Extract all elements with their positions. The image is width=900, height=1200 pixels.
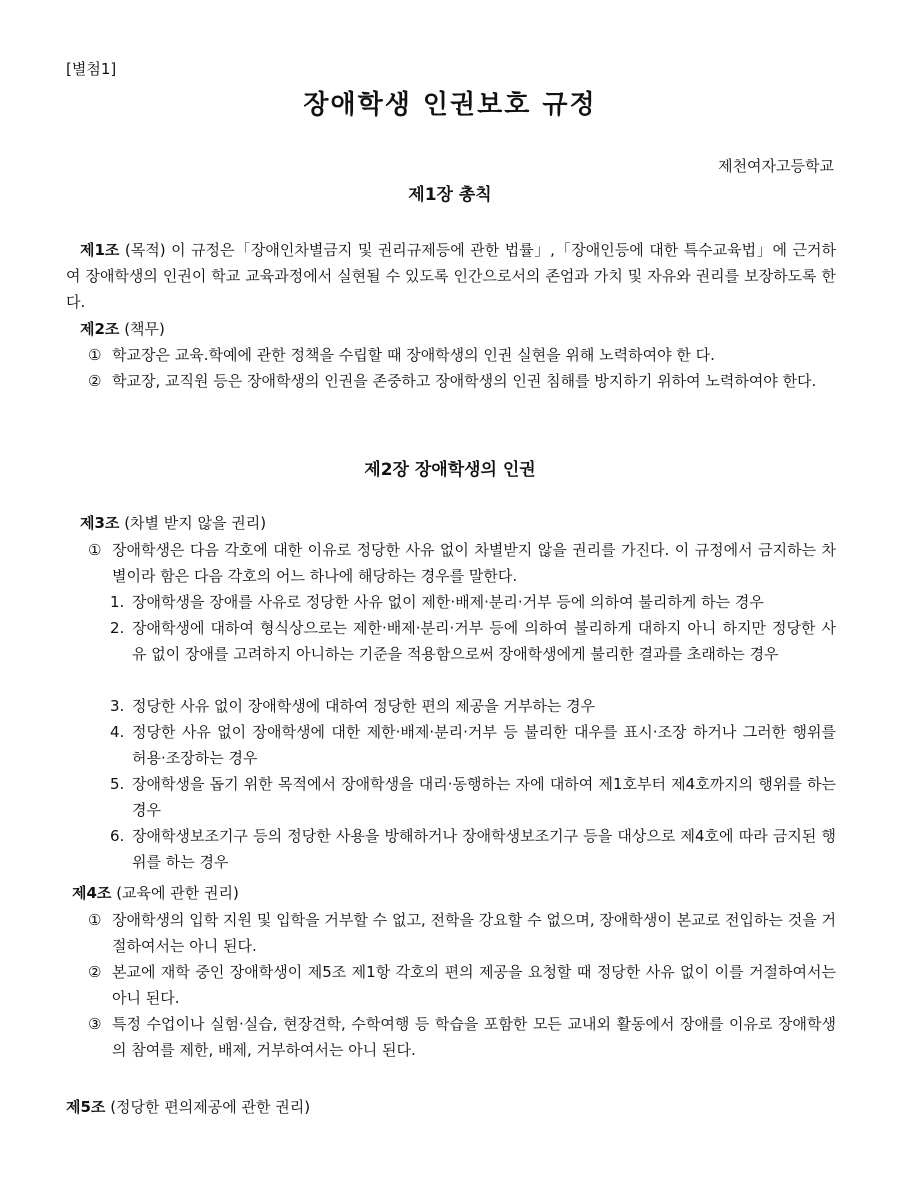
article-4-item-3-text: 특정 수업이나 실험·실습, 현장견학, 수학여행 등 학습을 포함한 모든 교내외 활동에서 장애를 이유로 장애학생의 참여를 제한, 배제, 거부하여서는 아니 된다. (112, 1015, 836, 1059)
article-3-sub-3-text: 정당한 사유 없이 장애학생에 대하여 정당한 편의 제공을 거부하는 경우 (132, 697, 596, 715)
article-5-sub: (정당한 편의제공에 관한 권리) (110, 1098, 311, 1116)
article-3-sub-3-mark: 3. (110, 697, 125, 715)
article-2-item-2-text: 학교장, 교직원 등은 장애학생의 인권을 존중하고 장애학생의 인권 침해를 방지하기 위하여 노력하여야 한다. (112, 372, 817, 390)
article-3-head: 제3조 (80, 514, 120, 532)
article-4-item-2-text: 본교에 재학 중인 장애학생이 제5조 제1항 각호의 편의 제공을 요청할 때 정당한 사유 없이 이를 거절하여서는 아니 된다. (112, 963, 836, 1007)
article-3-sub-4-mark: 4. (110, 723, 125, 741)
article-3-sub-2-mark: 2. (110, 619, 125, 637)
article-2-item-2-mark: ② (88, 372, 102, 390)
article-4-item-3-mark: ③ (88, 1015, 102, 1033)
article-5-head: 제5조 (66, 1098, 106, 1116)
article-1-head: 제1조 (80, 241, 120, 259)
attachment-label: [별첨1] (66, 60, 117, 78)
article-2-item-1-mark: ① (88, 346, 102, 364)
article-2-head: 제2조 (80, 320, 120, 338)
chapter-2-heading: 제2장 장애학생의 인권 (364, 460, 536, 480)
article-3-sub-1-text: 장애학생을 장애를 사유로 정당한 사유 없이 제한·배제·분리·거부 등에 의하여 불리하게 하는 경우 (132, 593, 764, 611)
article-3-item-1-mark: ① (88, 541, 102, 559)
article-2-item-1-text: 학교장은 교육.학예에 관한 정책을 수립할 때 장애학생의 인권 실현을 위해 노력하여야 한 다. (112, 346, 715, 364)
article-2-heading (80, 316, 165, 342)
article-1-sub: (목적) (124, 241, 166, 259)
article-3-sub: (차별 받지 않을 권리) (124, 514, 267, 532)
article-3-item-1-text: 장애학생은 다음 각호에 대한 이유로 정당한 사유 없이 차별받지 않을 권리를 가진다. 이 규정에서 금지하는 차별이라 함은 다음 각호의 어느 하나에 해당하는 경우를 말한다. (112, 541, 836, 585)
article-4-heading (72, 880, 239, 906)
article-1-text: 이 규정은「장애인차별금지 및 권리규제등에 관한 법률」,「장애인등에 대한 특수교육법」에 근거하여 장애학생의 인권이 학교 교육과정에서 실현될 수 있도록 인간으로서의 존엄과 가치 및 자유와 권리를 보장하도록 한다. (66, 241, 836, 311)
article-3-sub-4-text: 정당한 사유 없이 장애학생에 대한 제한·배제·분리·거부 등 불리한 대우를 표시·조장 하거나 그러한 행위를 허용·조장하는 경우 (132, 723, 836, 767)
article-3-sub-1-mark: 1. (110, 593, 125, 611)
article-3-sub-6-mark: 6. (110, 827, 125, 845)
article-4-item-1-mark: ① (88, 911, 102, 929)
document-title: 장애학생 인권보호 규정 (303, 90, 597, 120)
article-4-item-2-mark: ② (88, 963, 102, 981)
article-4-item-1-text: 장애학생의 입학 지원 및 입학을 거부할 수 없고, 전학을 강요할 수 없으며, 장애학생이 본교로 전입하는 것을 거절하여서는 아니 된다. (112, 911, 836, 955)
article-3-sub-5-text: 장애학생을 돕기 위한 목적에서 장애학생을 대리·동행하는 자에 대하여 제1호부터 제4호까지의 행위를 하는 경우 (132, 775, 836, 819)
article-3-heading (80, 510, 266, 536)
article-5-heading (66, 1094, 310, 1120)
article-4-head: 제4조 (72, 884, 112, 902)
article-3-sub-2-text: 장애학생에 대하여 형식상으로는 제한·배제·분리·거부 등에 의하여 불리하게 대하지 아니 하지만 정당한 사유 없이 장애를 고려하지 아니하는 기준을 적용함으로써 장애학생에게 불리한 결과를 초래하는 경우 (132, 619, 836, 663)
article-3-sub-5-mark: 5. (110, 775, 125, 793)
article-4-sub: (교육에 관한 권리) (116, 884, 239, 902)
school-name: 제천여자고등학교 (718, 157, 834, 175)
article-1 (66, 237, 836, 315)
chapter-1-heading: 제1장 총칙 (408, 185, 492, 205)
article-3-sub-6-text: 장애학생보조기구 등의 정당한 사용을 방해하거나 장애학생보조기구 등을 대상으로 제4호에 따라 금지된 행위를 하는 경우 (132, 827, 836, 871)
article-2-sub: (책무) (124, 320, 165, 338)
